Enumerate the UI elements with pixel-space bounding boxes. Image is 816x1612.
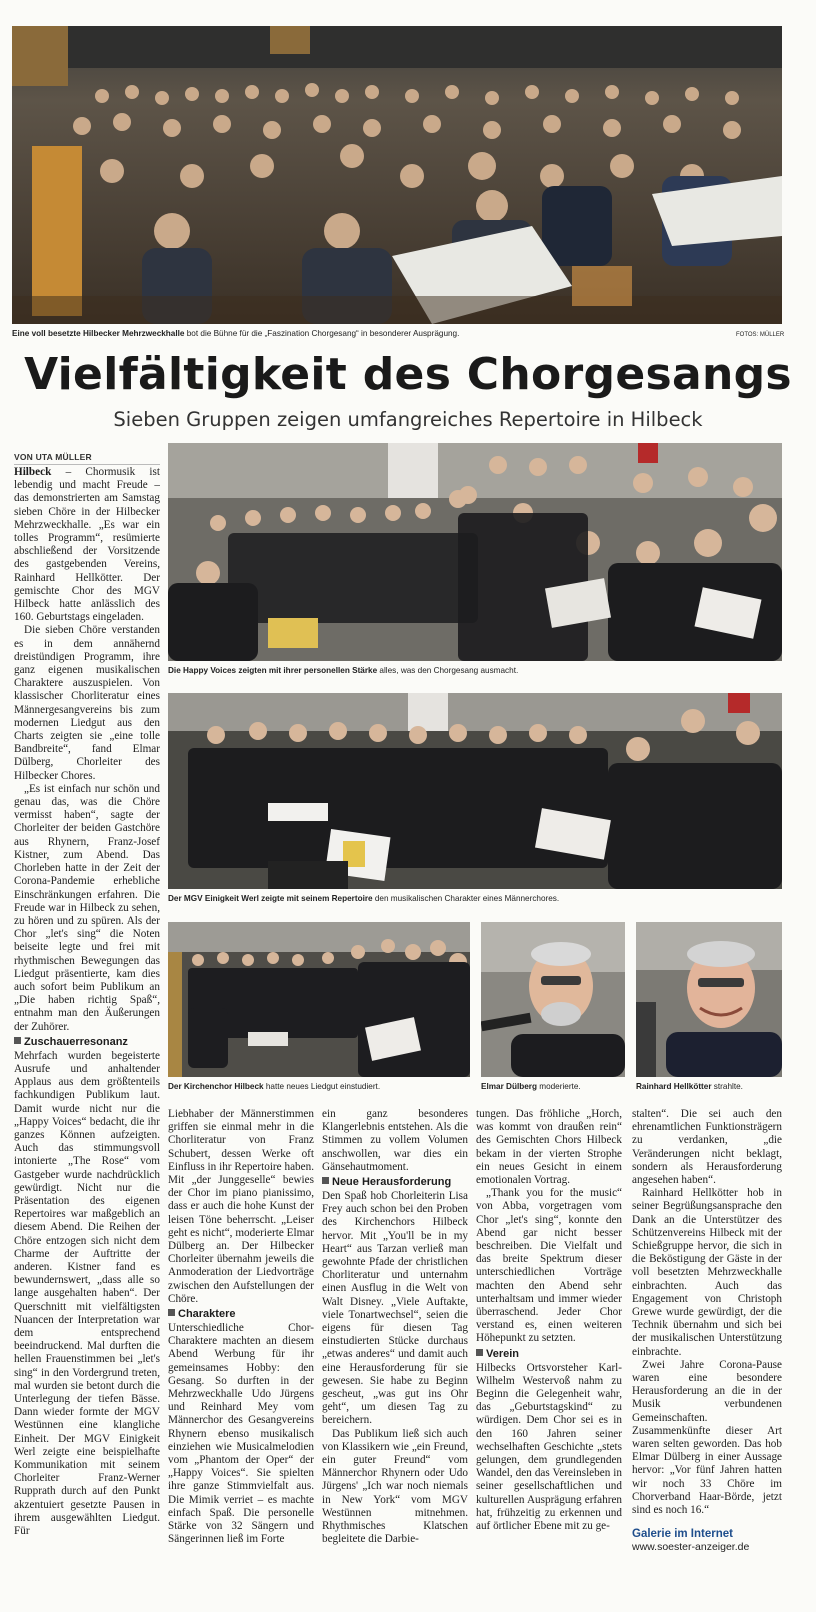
article-paragraph: Die sieben Chöre verstanden es in dem annähernd dreistündigen Programm, ihre ganz eigenen musikalischen Charaktere auszuspielen. Von klassischer Chorliteratur eines Männergesangvereins bis zum modernen Liedgut aus den Charts zeigten sie „eine tolle Bandbreite“, fand Elmar Dülberg, Chorleiter des Hilbecker Chores. [14, 624, 160, 782]
gallery-box[interactable] [632, 1527, 782, 1554]
section-heading: Verein [476, 1348, 622, 1361]
mgv-werl-caption: Der MGV Einigkeit Werl zeigte mit seinem Repertoire den musikalischen Charakter eines Männerchores. [168, 894, 560, 903]
section-heading: Charaktere [168, 1308, 314, 1321]
happy-voices-photo [168, 443, 782, 661]
article-paragraph: Liebhaber der Männerstimmen griffen sie einmal mehr in die Chorliteratur von Franz Schubert, dessen Werke oft Einfluss in ihr Repertoire haben. Mit „der Junggeselle“ bewies der Chor im piano pianissimo, dass er auch die hohe Kunst der leisen Töne beherrscht. „Leiser geht es nicht“, moderierte Elmar Dülberg an. Der Hilbecker Chorleiter übernahm jeweils die Anmoderation der Liedvorträge zwischen den Aufstellungen der Chöre. [168, 1108, 314, 1305]
happy-voices-photo-image [168, 443, 782, 661]
gallery-title: Galerie im Internet [632, 1528, 733, 1540]
byline-rule [14, 464, 160, 465]
mgv-werl-photo-image [168, 693, 782, 889]
article-paragraph: stalten“. Die sei auch den ehrenamtlichen Funktionsträgern zu verdanken, „die Veränderungen nicht beklagt, sondern als Herausforderung angesehen haben“. [632, 1108, 782, 1187]
section-bullet-icon [14, 1037, 21, 1044]
rainhard-caption: Rainhard Hellkötter strahlte. [636, 1082, 743, 1091]
rainhard-hellkoetter-photo-image [636, 922, 782, 1077]
happy-voices-caption: Die Happy Voices zeigten mit ihrer personellen Stärke alles, was den Chorgesang ausmacht. [168, 666, 519, 675]
article-column-5 [632, 1108, 782, 1520]
kirchenchor-photo [168, 922, 470, 1077]
article-column-1 [14, 466, 160, 1596]
article-paragraph: ein ganz besonderes Klangerlebnis entstehen. Als die Stimmen zu vollem Volumen anschwollen, war dies ein Gänsehautmoment. [322, 1108, 468, 1173]
section-heading: Neue Herausforderung [322, 1176, 468, 1189]
mgv-werl-photo [168, 693, 782, 889]
elmar-duelberg-photo [481, 922, 625, 1077]
article-paragraph: Den Spaß hob Chorleiterin Lisa Frey auch schon bei den Proben des Kirchenchors Hilbeck hervor. Mit „You'll be in my Heart“ aus Tarzan verließ man gewohnte Pfade der christlichen Chorliteratur und unternahm einen Ausflug in die Welt von Walt Disney. „Viele Auftakte, viele Tonartwechsel“, seien die eigens für diesen Tag einstudierten Stücke durchaus „etwas anderes“ und damit auch eine Herausforderung für sie gewesen. Sie habe zu Beginn gescheut, „was gut ins Ohr geht“, um diesen Tag zu bereichern. [322, 1190, 468, 1427]
section-bullet-icon [168, 1309, 175, 1316]
article-paragraph: Mehrfach wurden begeisterte Ausrufe und anhaltender Applaus aus dem größtenteils fachkundigen Publikum laut. Damit wurde nicht nur die „Happy Voices“ bedacht, die ihr ganzes Können aufzeigten. Auch das stimmungsvoll intonierte „The Rose“ vom Gastgeber wurde nachdrücklich gewürdigt. Nicht nur die Präsentation des eigenen Repertoires war maßgeblich an diesem Abend. Die Reihen der Chöre entzogen sich nicht dem Charme der Auftritte der anderen. Kistner fand es bewundernswert, „dass alle so lange ausgehalten haben“. Der Querschnitt mit vielfältigsten Nuancen der Interpretation war dem entsprechend beeindruckend. Mal durften die hellen Frauenstimmen bei „let's sing“ in den Vordergrund treten, mal wurden sie betont durch die Unterlegung der tiefen Bässe. Dann wieder formte der MGV Westünnen eine klangliche Einheit. Der MGV Einigkeit Werl zeigte eine beispielhafte Kommunikation mit seinem Chorleiter Franz-Werner Rupprath durch auf den Punkt akzentuiert gesetzte Pausen in ihrem ausgewählten Liedgut. Für [14, 1049, 160, 1538]
kirchenchor-caption: Der Kirchenchor Hilbeck hatte neues Liedgut einstudiert. [168, 1082, 381, 1091]
article-paragraph: Unterschiedliche Chor-Charaktere machten an diesem Abend Werbung für ihr gemeinsames Hobby: den Gesang. So durften in der Mehrzweckhalle Udo Jürgens und Reinhard Mey vom Männerchor des Gesangvereins Rhynern ebenso musikalisch einziehen wie Musicalmelodien vom „Phantom der Oper“ der „Happy Voices“. Sie spielten ihre ganze Stimmvielfalt aus. Die Mimik verriet – es machte einfach Spaß. Die personelle Stärke von 32 Sängern und Sängerinnen ließ im Forte [168, 1322, 314, 1546]
section-bullet-icon [476, 1349, 483, 1356]
photo-credit: FOTOS: MÜLLER [736, 332, 785, 338]
headline: Vielfältigkeit des Chorgesangs [24, 349, 792, 400]
byline: VON UTA MÜLLER [14, 452, 92, 462]
elmar-duelberg-photo-image [481, 922, 625, 1077]
audience-photo-image [12, 26, 782, 324]
article-paragraph: Das Publikum ließ sich auch von Klassikern wie „ein Freund, ein guter Freund“ vom Männerchor Rhynern oder Udo Jürgens' „Ich war noch niemals in New York“ vom MGV Westünnen mitnehmen. Rhythmisches Klatschen begleitete die Darbie- [322, 1427, 468, 1546]
audience-photo-caption: Eine voll besetzte Hilbecker Mehrzweckhalle bot die Bühne für die „Faszination Chorgesang“ in besonderer Ausprägung. [12, 329, 460, 338]
article-column-2 [168, 1108, 314, 1598]
kirchenchor-photo-image [168, 922, 470, 1077]
article-paragraph: Rainhard Hellkötter hob in seiner Begrüßungsansprache den Dank an die Unterstützer des Schützenvereins Hilbeck mit der Schießgruppe hervor, die sich in die Beköstigung der Gäste in der voll besetzten Mehrzweckhalle einbrachten. Auch das Engagement von Christoph Grewe wurde gewürdigt, der die Technik übernahm und sich bei der musikalischen Unterstützung einbrachte. [632, 1187, 782, 1358]
article-paragraph: „Thank you for the music“ von Abba, vorgetragen vom Chor „let's sing“, konnte den Abend gar nicht besser beschreiben. Die Vielfalt und das breite Spektrum dieser unterschiedlichen Vorträge machten den Abend sehr unterhaltsam und immer wieder überraschend. Jeder Chor verstand es, einen weiteren Höhepunkt zu setzten. [476, 1187, 622, 1345]
article-column-4 [476, 1108, 622, 1598]
section-bullet-icon [322, 1177, 329, 1184]
section-heading: Zuschauerresonanz [14, 1036, 160, 1049]
subheadline: Sieben Gruppen zeigen umfangreiches Repertoire in Hilbeck [113, 408, 703, 431]
gallery-link[interactable]: www.soester-anzeiger.de [632, 1541, 750, 1553]
article-paragraph: tungen. Das fröhliche „Horch, was kommt von draußen rein“ des Gemischten Chors Hilbeck bekam in der vierten Strophe ein neues Gesicht in einem emotionalen Vortrag. [476, 1108, 622, 1187]
audience-photo [12, 26, 782, 324]
elmar-caption: Elmar Dülberg moderierte. [481, 1082, 581, 1091]
article-paragraph: „Es ist einfach nur schön und genau das, was die Chöre vermisst haben“, sagte der Chorleiter der beiden Gastchöre aus Rhynern, Franz-Josef Kistner, zum Abend. Das Chorleben hatte in der Zeit der Corona-Pandemie erhebliche Einschränkungen erfahren. Die Freude war in Hilbeck zu sehen, zu hören und zu spüren. Als der Chor „let's sing“ die Noten beiseite legte und frei mit rhythmischen Bewegungen das Liedgut präsentierte, kam dies auch sofort beim Publikum an „Die haben richtig Spaß“, entnahm man den Äußerungen der Zuhörer. [14, 782, 160, 1033]
article-paragraph: Hilbecks Ortsvorsteher Karl-Wilhelm Westervoß nahm zu Beginn die Gelegenheit wahr, das „Geburtstagskind“ zu würdigen. Dem Chor sei es in den 160 Jahren seiner wechselhaften Geschichte „stets gelungen, dem grundlegenden Wandel, den das Vereinsleben in seiner gesellschaftlichen und kulturellen Ausprägung erfahren hat, frühzeitig zu erkennen und auf örtlicher Ebene mit zu ge- [476, 1361, 622, 1533]
article-paragraph: Zwei Jahre Corona-Pause waren eine besondere Herausforderung an die in der Musik verbundenen Gemeinschaften. Zusammenkünfte dieser Art waren selten geworden. Das hob Elmar Dülberg in einer Aussage hervor: „Vor fünf Jahren hatten wir noch 33 Chöre im Chorverband Haar-Börde, jetzt sind es noch 16.“ [632, 1358, 782, 1517]
article-column-3 [322, 1108, 468, 1598]
rainhard-hellkoetter-photo [636, 922, 782, 1077]
article-paragraph: Hilbeck – Chormusik ist lebendig und macht Freude – das demonstrierten am Samstag sieben Chöre in der Hilbecker Mehrzweckhalle. „Es war ein tolles Programm“, resümierte abschließend der Vorsitzende des gastgebenden Vereins, Rainhard Hellkötter. Der gemischte Chor des MGV Hilbeck hatte anlässlich des 160. Geburtstags eingeladen. [14, 466, 160, 624]
